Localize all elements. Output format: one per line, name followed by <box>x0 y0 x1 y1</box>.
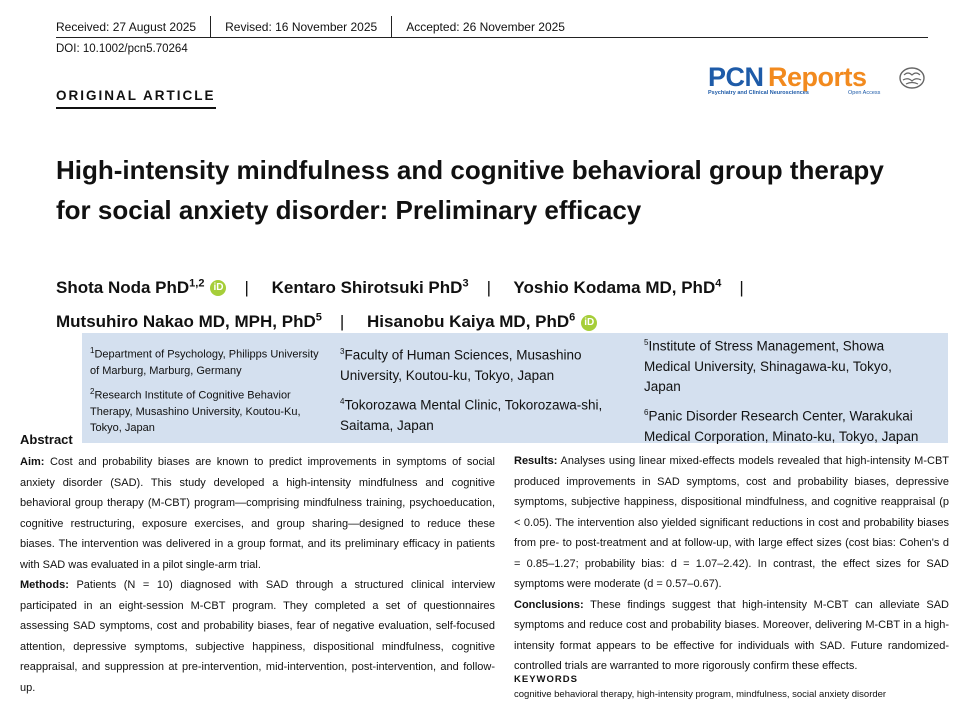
conclusions-label: Conclusions: <box>514 598 584 611</box>
accepted-date: Accepted: 26 November 2025 <box>406 20 565 34</box>
date-separator <box>391 16 392 38</box>
affiliation-2: $^2$Research Institute of Cognitive Behavior Therapy, Musashino University, Koutou-Ku, Tokyo, Japan <box>90 387 301 434</box>
author-list: Shota Noda PhD$^{1,2}$ iD | Kentaro Shirotsuki PhD$^3$ | Yoshio Kodama MD, PhD$^4$ | Mutsuhiro Nakao MD, MPH, PhD$^5$ | Hisanobu Kaiya MD, PhD$^6$ iD <box>56 277 744 332</box>
author-3[interactable]: Yoshio Kodama MD, PhD$^4$ <box>513 277 722 297</box>
author-1[interactable]: Shota Noda PhD$^{1,2}$ <box>56 277 205 297</box>
keywords-list: cognitive behavioral therapy, high-intensity program, mindfulness, social anxiety disorder <box>514 689 887 700</box>
received-date: Received: 27 August 2025 <box>56 20 197 34</box>
orcid-icon[interactable]: iD <box>210 280 226 296</box>
orcid-icon[interactable]: iD <box>581 315 597 331</box>
affiliation-3: $^3$Faculty of Human Sciences, Musashino University, Koutou-ku, Tokyo, Japan <box>340 347 582 383</box>
journal-logo <box>708 62 933 102</box>
methods-text: Patients (N = 10) diagnosed with SAD through a structured clinical interview participated in an eight-session M-CBT program. They completed a set of questionnaires assessing SAD symptoms, cost and probability biases, fear of negative evaluation, self-focused attention, depressive symptoms, subjective happiness, dispositional mindfulness, cognitive reappraisal, and suppression at pre-intervention, mid-intervention, post-intervention, and follow-up. <box>20 579 495 694</box>
results-text: Analyses using linear mixed-effects models revealed that high-intensity M-CBT produced improvements in SAD symptoms, cost and probability biases, depressive symptoms, subjective happiness, dispositional mindfulness, and cognitive reappraisal (p < 0.05). The intervention also yielded significant reductions in cost and probability biases from pre- to post-treatment and at follow-up, with large effect sizes (cost bias: Cohen's d = 0.85–1.27; probability bias: d = 1.07–2.42). In contrast, the effect sizes for SAD symptoms were moderate (d = 0.57–0.67). <box>514 455 950 590</box>
abstract-heading: Abstract <box>20 432 73 447</box>
logo-reports: Reports <box>767 62 867 92</box>
logo-pcn: PCN <box>708 62 764 92</box>
aim-label: Aim: <box>20 456 45 468</box>
affiliation-5: $^5$Institute of Stress Management, Showa Medical University, Shinagawa-ku, Tokyo, Japan <box>644 338 892 394</box>
abstract-right-column <box>514 451 949 677</box>
methods-label: Methods: <box>20 579 69 591</box>
results-label: Results: <box>514 455 558 467</box>
conclusions-text: These findings suggest that high-intensity M-CBT can alleviate SAD symptoms and reduce cost and probability biases. Moreover, delivering M-CBT in a high-intensity format appears to be effective for individuals with SAD. Future randomized-controlled trials are warranted to more rigorously confirm these effects. <box>514 598 949 672</box>
logo-open-access: Open Access <box>848 90 881 96</box>
affiliation-6: $^6$Panic Disorder Research Center, Warakukai Medical Corporation, Minato-ku, Tokyo, Japan <box>644 408 919 444</box>
keywords-heading: KEYWORDS <box>514 674 578 685</box>
affiliations-panel <box>82 333 948 443</box>
logo-subtitle: Psychiatry and Clinical Neurosciences <box>708 90 809 96</box>
abstract-left-column <box>20 452 495 698</box>
revised-date: Revised: 16 November 2025 <box>225 20 378 34</box>
date-separator <box>210 16 211 38</box>
brain-emblem-icon <box>898 66 926 90</box>
publication-dates <box>56 16 565 38</box>
header-rule <box>56 37 928 38</box>
author-2[interactable]: Kentaro Shirotsuki PhD$^3$ <box>271 277 469 297</box>
affiliation-4: $^4$Tokorozawa Mental Clinic, Tokorozawa-shi, Saitama, Japan <box>340 397 603 433</box>
author-4[interactable]: Mutsuhiro Nakao MD, MPH, PhD$^5$ <box>56 311 322 332</box>
affiliation-1: $^1$Department of Psychology, Philipps University of Marburg, Marburg, Germany <box>90 346 319 377</box>
aim-text: Cost and probability biases are known to predict improvements in symptoms of social anxiety disorder (SAD). This study developed a high-intensity mindfulness and cognitive behavioral group therapy (M-CBT) program—comprising mindfulness training, psychoeducation, cognitive restructuring, exposure exercises, and group sharing—designed to reduce these biases. The intervention was delivered in a group format, and its preliminary efficacy in patients with SAD was evaluated in a pilot single-arm trial. <box>20 456 495 571</box>
doi[interactable]: DOI: 10.1002/pcn5.70264 <box>56 43 188 55</box>
author-5[interactable]: Hisanobu Kaiya MD, PhD$^6$ <box>367 311 576 332</box>
article-type: ORIGINAL ARTICLE <box>56 88 216 109</box>
article-title: High-intensity mindfulness and cognitive behavioral group therapy for social anxiety disorder: Preliminary efficacy <box>56 155 884 225</box>
